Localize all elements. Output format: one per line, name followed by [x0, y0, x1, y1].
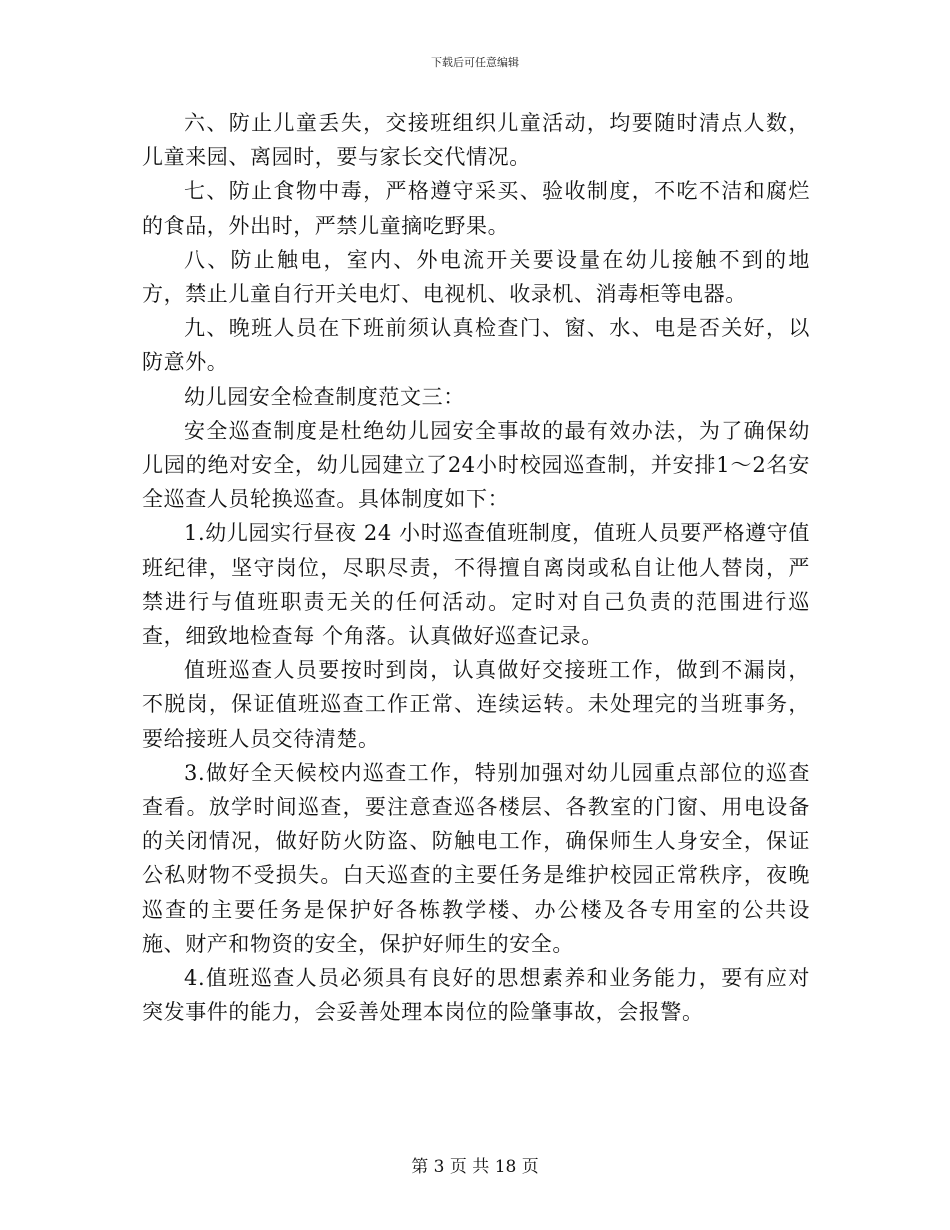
- section-heading: 幼儿园安全检查制度范文三：: [184, 384, 465, 409]
- paragraph-rule-9: 九、晚班人员在下班前须认真检查门、窗、水、电是否关好，以防意外。: [142, 316, 810, 375]
- paragraph-item-3: 3.做好全天候校内巡查工作，特别加强对幼儿园重点部位的巡查查看。放学时间巡查，要注意查巡各楼层、各教室的门窗、用电设备的关闭情况，做好防火防盗、防触电工作，确保师生人身安全，保证公私财物不受损失。白天巡查的主要任务是维护校园正常秩序，夜晚巡查的主要任务是保护好各栋教学楼、办公楼及各专用室的公共设施、财产和物资的安全，保护好师生的安全。: [142, 760, 810, 956]
- page-number: 第 3 页 共 18 页: [411, 1157, 539, 1177]
- paragraph-rule-7: 七、防止食物中毒，严格遵守采买、验收制度，不吃不洁和腐烂的食品，外出时，严禁儿童摘吃野果。: [142, 179, 810, 238]
- document-body: [142, 106, 810, 1029]
- paragraph-item-4: 4.值班巡查人员必须具有良好的思想素养和业务能力，要有应对突发事件的能力，会妥善处理本岗位的险肇事故，会报警。: [142, 966, 810, 1025]
- paragraph-intro: 安全巡查制度是杜绝幼儿园安全事故的最有效办法，为了确保幼儿园的绝对安全，幼儿园建立了24小时校园巡查制，并安排1～2名安全巡查人员轮换巡查。具体制度如下：: [142, 418, 810, 512]
- paragraph-item-2: 值班巡查人员要按时到岗，认真做好交接班工作，做到不漏岗，不脱岗，保证值班巡查工作正常、连续运转。未处理完的当班事务，要给接班人员交待清楚。: [142, 658, 810, 751]
- paragraph-rule-8: 八、防止触电，室内、外电流开关要设量在幼儿接触不到的地方，禁止儿童自行开关电灯、电视机、收录机、消毒柜等电器。: [142, 247, 810, 307]
- page-header: 下载后可任意编辑: [431, 56, 519, 69]
- paragraph-item-1: 1.幼儿园实行昼夜 24 小时巡查值班制度，值班人员要严格遵守值班纪律，坚守岗位，尽职尽责，不得擅自离岗或私自让他人替岗，严禁进行与值班职责无关的任何活动。定时对自己负责的范围进行巡查，细致地检查每 个角落。认真做好巡查记录。: [142, 521, 810, 649]
- paragraph-rule-6: 六、防止儿童丢失，交接班组织儿童活动，均要随时清点人数，儿童来园、离园时，要与家长交代情况。: [142, 111, 810, 170]
